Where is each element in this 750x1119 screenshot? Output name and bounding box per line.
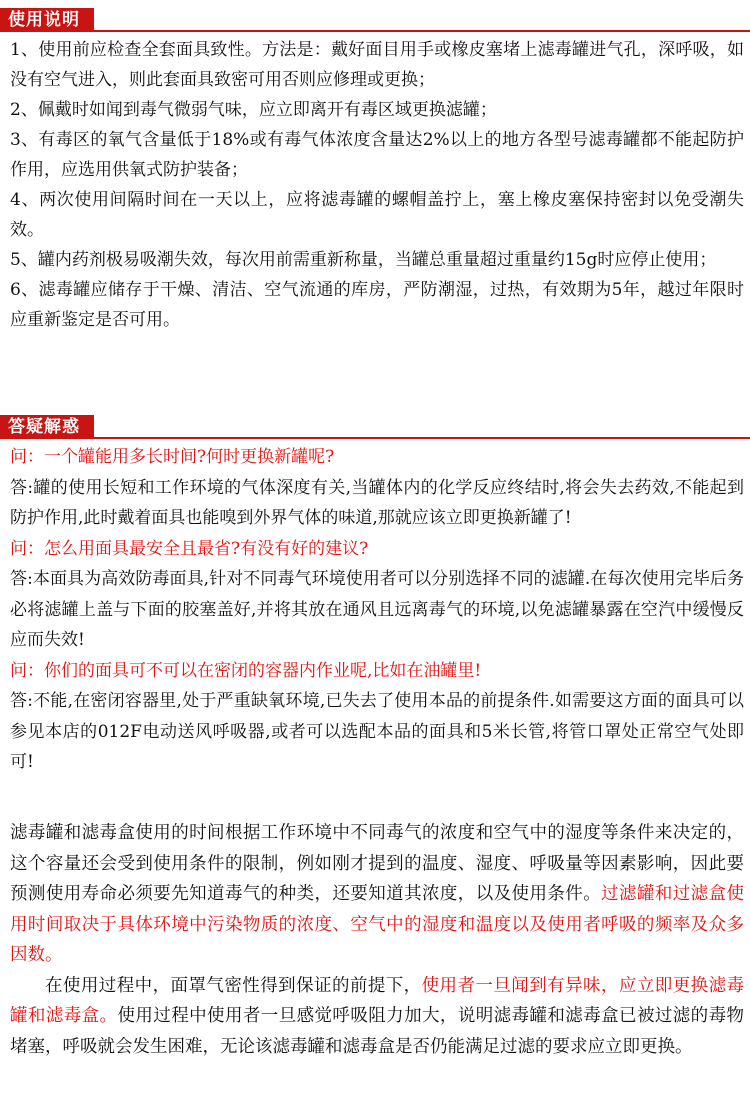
faq-section — [0, 415, 750, 439]
notes-highlight: 过滤罐和过滤盒使用时间取决于具体环境中污染物质的浓度、空气中的湿度和温度以及使用者呼吸的频率及众多因数。 — [10, 884, 745, 965]
faq-question: 问：一个罐能用多长时间?何时更换新罐呢? — [10, 447, 335, 467]
faq-answer: 答:本面具为高效防毒面具,针对不同毒气环境使用者可以分别选择不同的滤罐.在每次使用完毕后务必将滤罐上盖与下面的胶塞盖好,并将其放在通风且远离毒气的环境,以免滤罐暴露在空汽中缓慢反应而失效! — [10, 569, 744, 650]
faq-question: 问：怎么用面具最安全且最省?有没有好的建议? — [10, 538, 369, 559]
usage-header: 使用说明 — [0, 8, 94, 32]
faq-answer: 答:罐的使用长短和工作环境的气体深度有关,当罐体内的化学反应终结时,将会失去药效,不能起到防护作用,此时戴着面具也能嗅到外界气体的味道,那就应该立即更换新罐了! — [10, 477, 744, 528]
notes-paragraph-2 — [0, 971, 750, 1063]
faq-list — [0, 442, 750, 778]
notes-text: 滤毒罐和滤毒盒使用的时间根据工作环境中不同毒气的浓度和空气中的湿度等条件来决定的，这个容量还会受到使用条件的限制，例如刚才提到的温度、湿度、呼吸量等因素影响，因此要预测使用寿命必须要先知道毒气的种类，还要知道其浓度，以及使用条件。 — [10, 823, 744, 904]
notes-section — [0, 818, 750, 1062]
faq-header: 答疑解惑 — [0, 415, 94, 439]
notes-text: 在使用过程中，面罩气密性得到保证的前提下， — [45, 975, 422, 996]
usage-item: 2、佩戴时如闻到毒气微弱气味，应立即离开有毒区域更换滤罐； — [10, 100, 497, 120]
usage-divider — [0, 30, 750, 32]
usage-item: 5、罐内药剂极易吸潮失效，每次用前需重新称量，当罐总重量超过重量约15g时应停止使用； — [10, 250, 717, 270]
usage-item: 6、滤毒罐应储存于干燥、清洁、空气流通的库房，严防潮湿，过热，有效期为5年，越过年限时应重新鉴定是否可用。 — [10, 280, 744, 330]
notes-highlight: 使用者一旦闻到有异味，应立即更换滤毒罐和滤毒盒。 — [10, 975, 745, 1026]
usage-item: 1、使用前应检查全套面具致性。方法是：戴好面目用手或橡皮塞堵上滤毒罐进气孔，深呼吸，如没有空气进入，则此套面具致密可用否则应修理或更换； — [10, 40, 744, 90]
notes-paragraph-1 — [0, 818, 750, 971]
usage-item: 3、有毒区的氧气含量低于18%或有毒气体浓度含量达2%以上的地方各型号滤毒罐都不能起防护作用，应选用供氧式防护装备； — [10, 130, 744, 180]
usage-item: 4、两次使用间隔时间在一天以上，应将滤毒罐的螺帽盖拧上，塞上橡皮塞保持密封以免受潮失效。 — [10, 190, 744, 240]
faq-divider — [0, 437, 750, 439]
usage-list — [0, 35, 750, 335]
faq-question: 问：你们的面具可不可以在密闭的容器内作业呢,比如在油罐里! — [10, 660, 482, 681]
usage-section — [0, 8, 750, 32]
notes-text: 使用过程中使用者一旦感觉呼吸阻力加大，说明滤毒罐和滤毒盒已被过滤的毒物堵塞，呼吸就会发生困难，无论该滤毒罐和滤毒盒是否仍能满足过滤的要求应立即更换。 — [10, 1006, 745, 1057]
faq-answer: 答:不能,在密闭容器里,处于严重缺氧环境,已失去了使用本品的前提条件.如需要这方面的面具可以参见本店的012F电动送风呼吸器,或者可以选配本品的面具和5米长管,将管口罩处正常空气处即可! — [10, 691, 744, 772]
